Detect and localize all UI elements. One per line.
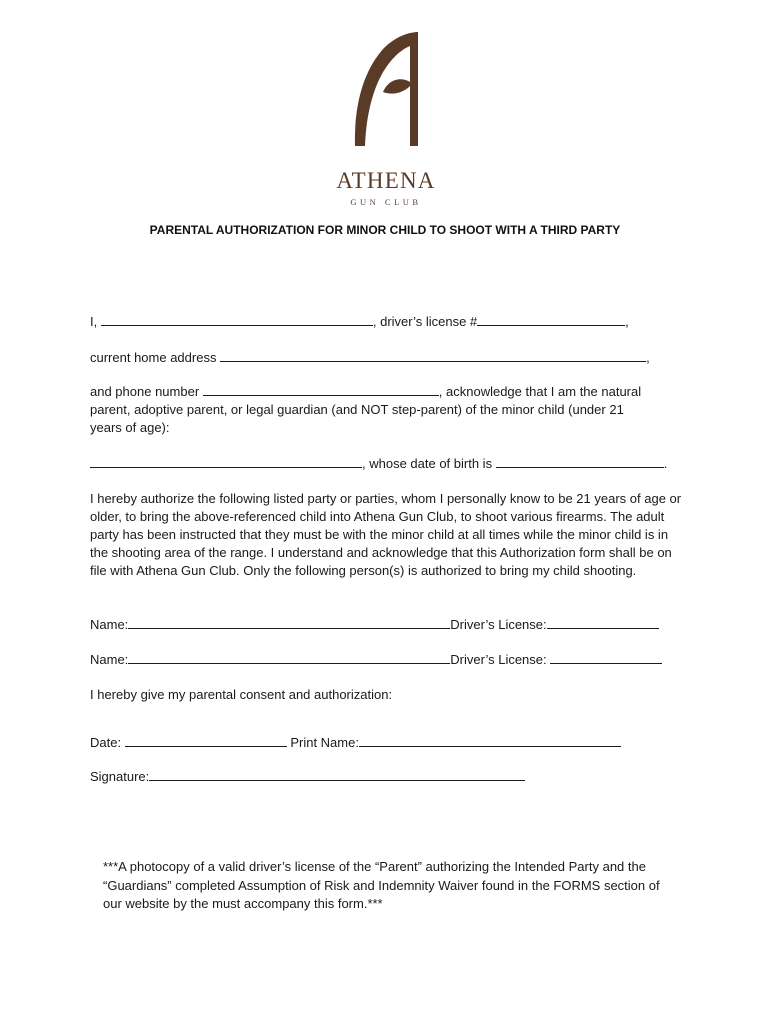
signature-label: Signature: — [90, 769, 150, 784]
print-name-field[interactable] — [359, 733, 621, 747]
name-label-2: Name: — [90, 652, 129, 667]
print-name-label: Print Name: — [290, 735, 359, 750]
signature-field[interactable] — [149, 767, 525, 781]
authorized-name-field-1[interactable] — [128, 615, 450, 629]
name-label-1: Name: — [90, 617, 129, 632]
parent-line: I, , driver’s license # , — [90, 314, 629, 329]
athena-a-leaf-icon — [352, 30, 420, 148]
date-label: Date: — [90, 735, 122, 750]
athena-logo — [332, 30, 440, 208]
home-address-field[interactable] — [220, 348, 646, 362]
child-dob-field[interactable] — [496, 454, 664, 468]
brand-name: ATHENA — [336, 168, 436, 193]
parent-label: I, — [90, 314, 98, 329]
drivers-license-field[interactable] — [477, 312, 625, 326]
footnote: ***A photocopy of a valid driver’s license of the “Parent” authorizing the Intended Party and the “Guardians” completed Assumption of Risk and Indemnity Waiver found in the FORMS section of our website by the must accompany this form.*** — [103, 859, 660, 911]
phone-label: and phone number — [90, 384, 200, 399]
child-line: , whose date of birth is . — [90, 454, 667, 473]
address-label: current home address — [90, 350, 217, 365]
authorization-paragraph: I hereby authorize the following listed party or parties, whom I personally know to be 21 years of age or older, to bring the above-referenced child into Athena Gun Club, to shoot various firearms. The adult party has been instructed that they must be with the minor child at all times while the minor child is in the shooting area of the range. I understand and acknowledge that this Authorization form shall be on file with Athena Gun Club. Only the following person(s) is authorized to bring my child shooting. — [90, 491, 682, 578]
signature-row — [90, 767, 525, 786]
license-label-1: Driver’s License: — [450, 617, 547, 632]
address-line: current home address , — [90, 350, 650, 365]
brand-subtitle: GUN CLUB — [350, 197, 422, 207]
consent-text: I hereby give my parental consent and authorization: — [90, 687, 393, 702]
authorized-license-field-2[interactable] — [550, 650, 662, 664]
phone-number-field[interactable] — [203, 382, 439, 396]
dob-label: , whose date of birth is — [362, 456, 493, 471]
license-label-2: Driver’s License: — [450, 652, 547, 667]
authorized-license-field-1[interactable] — [547, 615, 659, 629]
drivers-license-label: , driver’s license # — [372, 314, 478, 329]
phone-paragraph — [90, 382, 655, 437]
authorized-party-row-1 — [90, 615, 659, 634]
date-row — [90, 733, 621, 752]
form-title: PARENTAL AUTHORIZATION FOR MINOR CHILD TO SHOOT WITH A THIRD PARTY — [149, 223, 621, 237]
acknowledge-text: , acknowledge that I am the natural parent, adoptive parent, or legal guardian (and NOT step-parent) of the minor child (under 21 years of age): — [90, 384, 642, 435]
authorized-party-row-2 — [90, 650, 662, 669]
date-field[interactable] — [125, 733, 287, 747]
child-name-field[interactable] — [90, 454, 362, 468]
authorized-name-field-2[interactable] — [128, 650, 450, 664]
parent-name-field[interactable] — [101, 312, 373, 326]
